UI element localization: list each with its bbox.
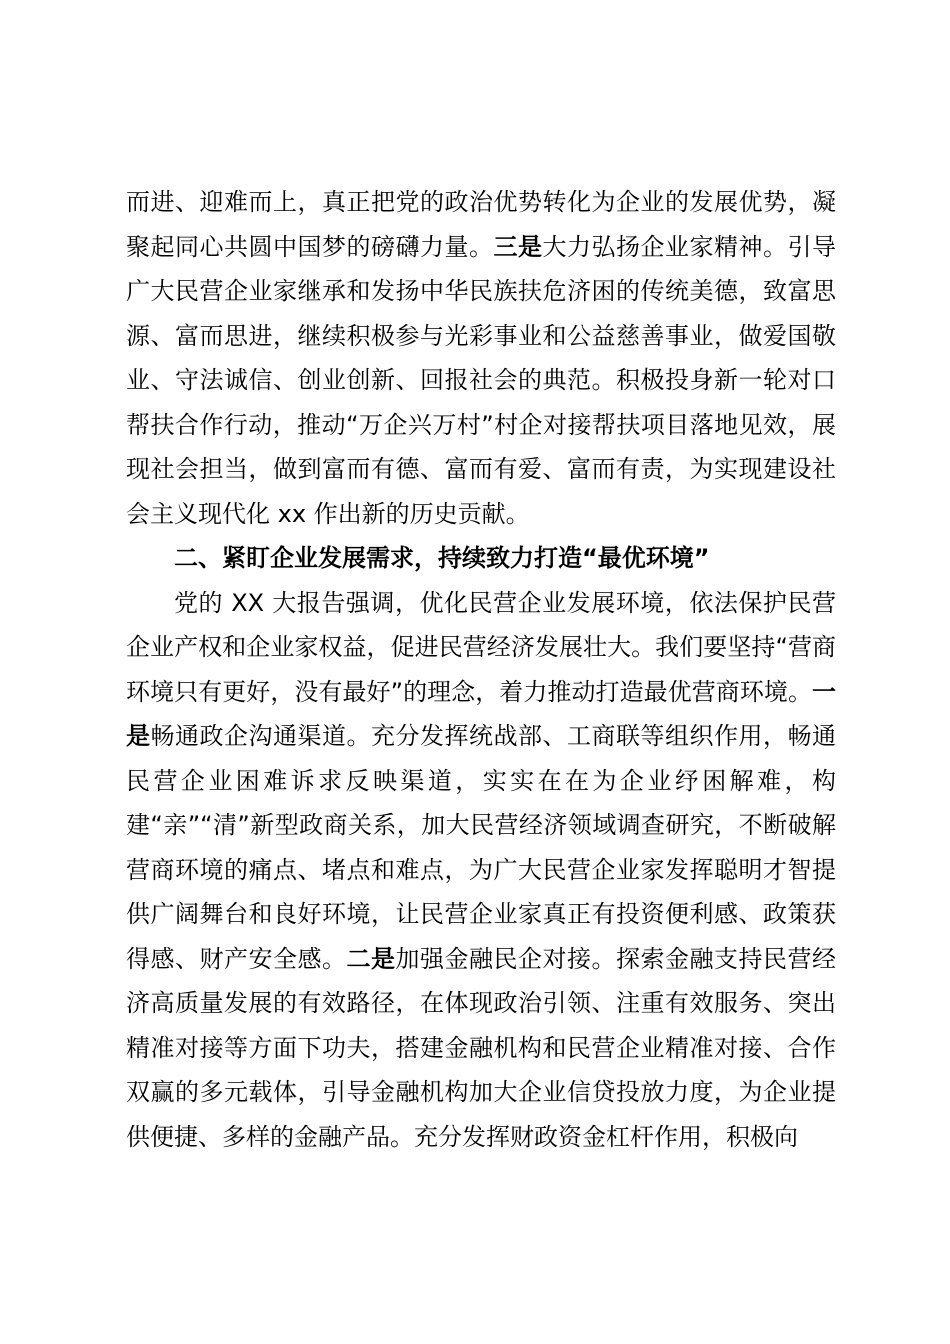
section-body-paragraph (126, 581, 836, 1160)
point-one-lead: 一是 (126, 677, 836, 750)
section-heading: 二、紧盯企业发展需求，持续致力打造“最优环境” (174, 544, 710, 572)
continued-paragraph (126, 180, 836, 536)
document-page (126, 180, 836, 1159)
paragraph-text: 畅通政企沟通渠道。充分发挥统战部、工商联等组织作用，畅通民营企业困难诉求反映渠道，实实在在为企业纾困解难，构建“亲”“清”新型政商关系，加大民营经济领域调查研究，不断破解营商环境的痛点、堵点和难点，为广大民营企业家发挥聪明才智提供广阔舞台和良好环境，让民营企业家真正有投资便利感、政策获得感、财产安全感。 (126, 722, 836, 973)
point-two-lead: 二是 (346, 944, 396, 973)
point-three-lead: 三是 (493, 232, 543, 261)
paragraph-text: 加强金融民企对接。探索金融支持民营经济高质量发展的有效路径，在体现政治引领、注重有效服务、突出精准对接等方面下功夫，搭建金融机构和民营企业精准对接、合作双赢的多元载体，引导金融机构加大企业信贷投放力度，为企业提供便捷、多样的金融产品。充分发挥财政资金杠杆作用，积极向 (126, 944, 836, 1151)
paragraph-text: 而进、迎难而上，真正把党的政治优势转化为企业的发展优势，凝聚起同心共圆中国梦的磅礴力量。 (126, 188, 836, 261)
paragraph-text: 党的 XX 大报告强调，优化民营企业发展环境，依法保护民营企业产权和企业家权益，促进民营经济发展壮大。我们要坚持“营商环境只有更好，没有最好”的理念，着力推动打造最优营商环境。 (126, 588, 836, 706)
paragraph-text: 大力弘扬企业家精神。引导广大民营企业家继承和发扬中华民族扶危济困的传统美德，致富思源、富而思进，继续积极参与光彩事业和公益慈善事业，做爱国敬业、守法诚信、创业创新、回报社会的典范。积极投身新一轮对口帮扶合作行动，推动“万企兴万村”村企对接帮扶项目落地见效，展现社会担当，做到富而有德、富而有爱、富而有责，为实现建设社会主义现代化 xx 作出新的历史贡献。 (126, 232, 836, 528)
